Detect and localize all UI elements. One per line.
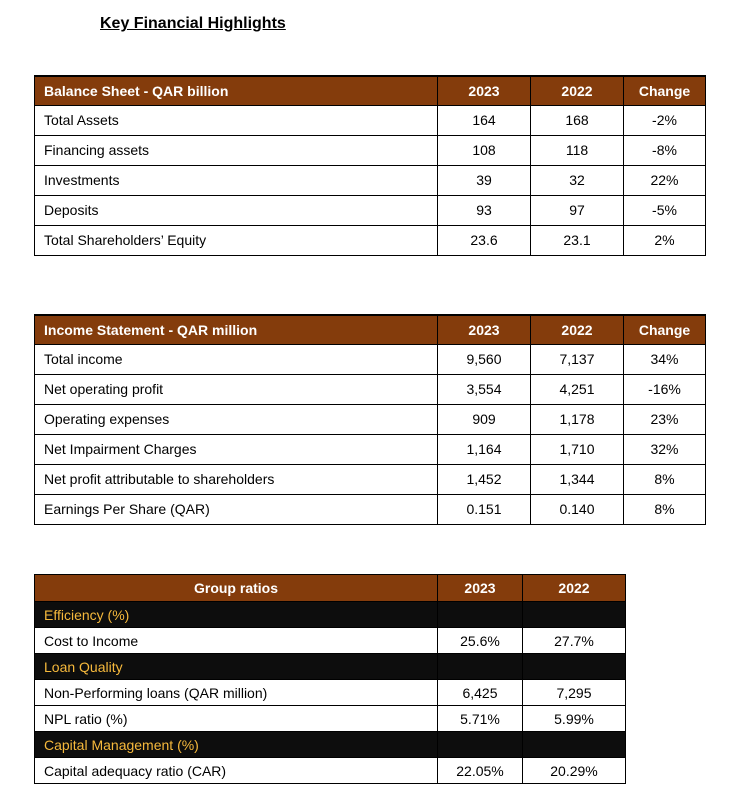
row-label: Investments (35, 165, 438, 195)
value-cell: 3,554 (438, 374, 531, 404)
change-cell: 32% (624, 434, 706, 464)
value-cell: 27.7% (523, 628, 626, 654)
value-cell: 9,560 (438, 344, 531, 374)
section-header-row (35, 602, 626, 628)
section-title: Loan Quality (35, 654, 438, 680)
row-label: Net Impairment Charges (35, 434, 438, 464)
value-cell: 7,137 (531, 344, 624, 374)
table-header-row (35, 315, 706, 344)
section-blank-cell (523, 732, 626, 758)
value-cell: 25.6% (438, 628, 523, 654)
row-label: Financing assets (35, 135, 438, 165)
table-row (35, 195, 706, 225)
table-row (35, 494, 706, 524)
table-header-row (35, 76, 706, 105)
change-cell: 8% (624, 464, 706, 494)
value-cell: 5.99% (523, 706, 626, 732)
table-header-row (35, 575, 626, 602)
page-title: Key Financial Highlights (100, 15, 286, 32)
row-label: NPL ratio (%) (35, 706, 438, 732)
row-label: Operating expenses (35, 404, 438, 434)
change-cell: 22% (624, 165, 706, 195)
value-cell: 1,178 (531, 404, 624, 434)
section-title: Efficiency (%) (35, 602, 438, 628)
header-cell: Group ratios (35, 575, 438, 602)
table-row (35, 680, 626, 706)
change-cell: 34% (624, 344, 706, 374)
row-label: Cost to Income (35, 628, 438, 654)
row-label: Net profit attributable to shareholders (35, 464, 438, 494)
value-cell: 20.29% (523, 758, 626, 784)
row-label: Non-Performing loans (QAR million) (35, 680, 438, 706)
header-cell: Balance Sheet - QAR billion (35, 76, 438, 105)
value-cell: 97 (531, 195, 624, 225)
table-row (35, 135, 706, 165)
value-cell: 1,710 (531, 434, 624, 464)
group-ratios-table (34, 574, 626, 784)
value-cell: 0.140 (531, 494, 624, 524)
table-row (35, 706, 626, 732)
row-label: Total income (35, 344, 438, 374)
section-title: Capital Management (%) (35, 732, 438, 758)
row-label: Earnings Per Share (QAR) (35, 494, 438, 524)
table-row (35, 344, 706, 374)
value-cell: 5.71% (438, 706, 523, 732)
header-cell: Change (624, 76, 706, 105)
value-cell: 23.1 (531, 225, 624, 255)
value-cell: 118 (531, 135, 624, 165)
change-cell: 2% (624, 225, 706, 255)
value-cell: 6,425 (438, 680, 523, 706)
table-row (35, 374, 706, 404)
balance-sheet-table (34, 75, 706, 256)
section-blank-cell (438, 602, 523, 628)
section-blank-cell (438, 732, 523, 758)
section-blank-cell (523, 654, 626, 680)
table-row (35, 165, 706, 195)
row-label: Capital adequacy ratio (CAR) (35, 758, 438, 784)
change-cell: -8% (624, 135, 706, 165)
value-cell: 0.151 (438, 494, 531, 524)
change-cell: -5% (624, 195, 706, 225)
change-cell: 23% (624, 404, 706, 434)
value-cell: 909 (438, 404, 531, 434)
value-cell: 164 (438, 105, 531, 135)
value-cell: 7,295 (523, 680, 626, 706)
header-cell: 2022 (531, 76, 624, 105)
header-cell: 2023 (438, 76, 531, 105)
change-cell: -2% (624, 105, 706, 135)
value-cell: 1,452 (438, 464, 531, 494)
row-label: Net operating profit (35, 374, 438, 404)
header-cell: Income Statement - QAR million (35, 315, 438, 344)
table-row (35, 464, 706, 494)
income-statement-table (34, 314, 706, 525)
change-cell: -16% (624, 374, 706, 404)
table-row (35, 434, 706, 464)
header-cell: 2022 (531, 315, 624, 344)
row-label: Total Shareholders’ Equity (35, 225, 438, 255)
value-cell: 32 (531, 165, 624, 195)
value-cell: 1,164 (438, 434, 531, 464)
value-cell: 1,344 (531, 464, 624, 494)
value-cell: 93 (438, 195, 531, 225)
table-row (35, 758, 626, 784)
value-cell: 22.05% (438, 758, 523, 784)
value-cell: 108 (438, 135, 531, 165)
table-row (35, 105, 706, 135)
header-cell: Change (624, 315, 706, 344)
table-row (35, 628, 626, 654)
header-cell: 2023 (438, 575, 523, 602)
value-cell: 23.6 (438, 225, 531, 255)
header-cell: 2022 (523, 575, 626, 602)
header-cell: 2023 (438, 315, 531, 344)
change-cell: 8% (624, 494, 706, 524)
table-row (35, 404, 706, 434)
section-header-row (35, 732, 626, 758)
section-blank-cell (438, 654, 523, 680)
value-cell: 4,251 (531, 374, 624, 404)
section-blank-cell (523, 602, 626, 628)
section-header-row (35, 654, 626, 680)
value-cell: 168 (531, 105, 624, 135)
row-label: Total Assets (35, 105, 438, 135)
table-row (35, 225, 706, 255)
row-label: Deposits (35, 195, 438, 225)
value-cell: 39 (438, 165, 531, 195)
